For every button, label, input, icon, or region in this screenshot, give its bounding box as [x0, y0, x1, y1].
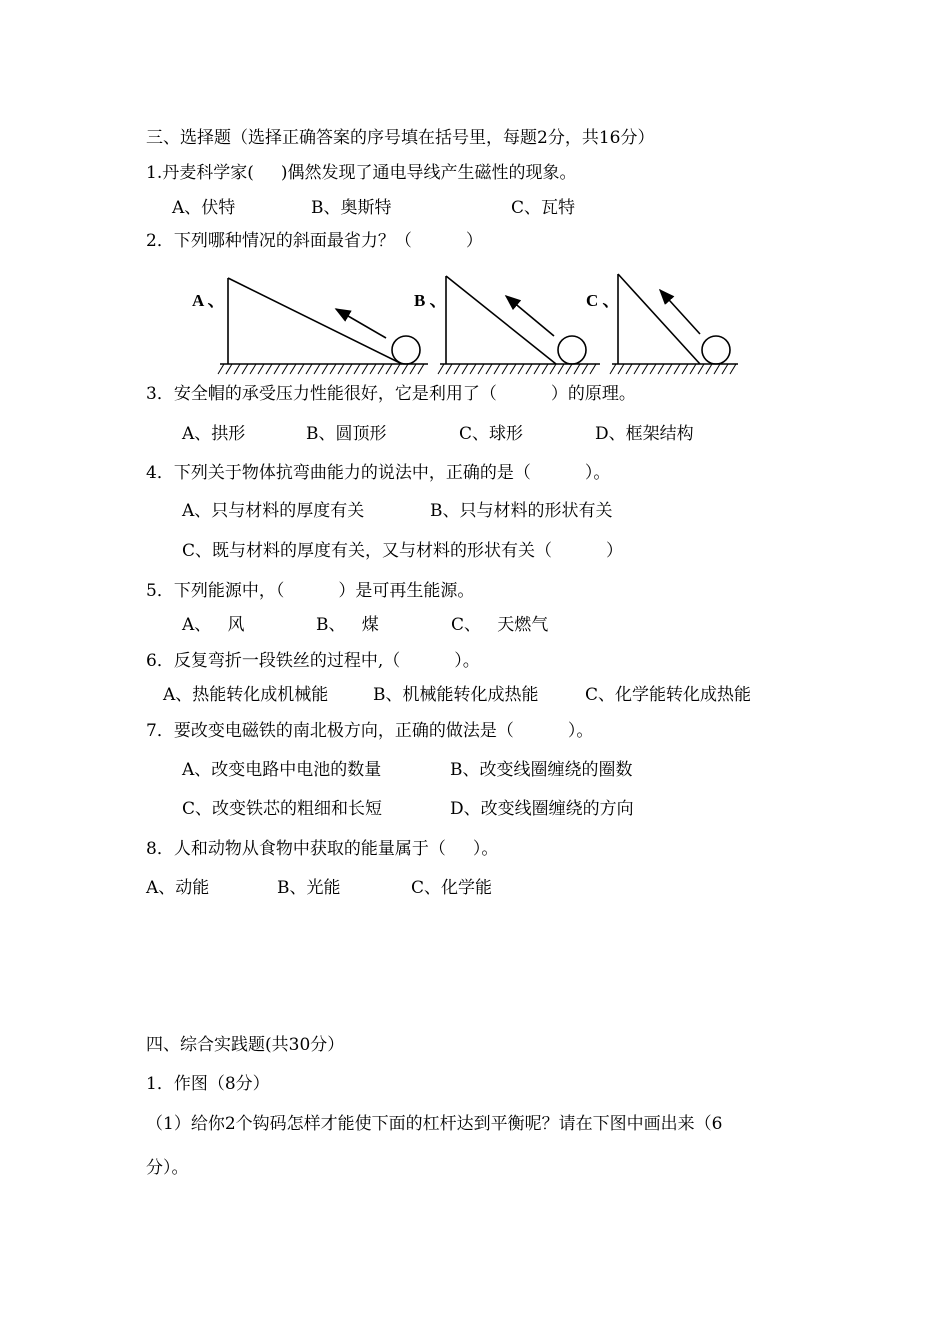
section4-heading: 四、综合实践题(共30分） — [146, 1035, 345, 1055]
q6-option-c: C、化学能转化成热能 — [585, 685, 752, 705]
q5-stem: 5．下列能源中，（ ）是可再生能源。 — [146, 581, 475, 601]
q4-option-b: B、只与材料的形状有关 — [430, 501, 613, 521]
q1-stem: 1.丹麦科学家( )偶然发现了通电导线产生磁性的现象。 — [146, 163, 577, 183]
q6-stem: 6．反复弯折一段铁丝的过程中,（ ）。 — [146, 651, 480, 671]
q8-option-b: B、光能 — [277, 878, 341, 898]
q4-stem: 4．下列关于物体抗弯曲能力的说法中，正确的是（ ）。 — [146, 463, 611, 483]
q5-option-b: B、 煤 — [316, 615, 379, 635]
q2-stem: 2．下列哪种情况的斜面最省力？（ ） — [146, 231, 483, 251]
q2-figure-label-c: C 、 — [586, 291, 620, 310]
q3-option-b: B、圆顶形 — [306, 424, 387, 444]
q6-option-a: A、热能转化成机械能 — [163, 685, 329, 705]
q4-option-c: C、既与材料的厚度有关，又与材料的形状有关（ ） — [182, 541, 624, 561]
q2-figure-label-a: A 、 — [192, 291, 225, 310]
q5-option-a: A、 风 — [182, 615, 245, 635]
s4-q1-title: 1．作图（8分） — [146, 1074, 270, 1094]
q3-option-a: A、拱形 — [182, 424, 246, 444]
s4-q1-1-line2: 分）。 — [146, 1158, 189, 1178]
q1-option-c: C、瓦特 — [511, 198, 576, 218]
q8-stem: 8．人和动物从食物中获取的能量属于（ ）。 — [146, 839, 499, 859]
q6-option-b: B、机械能转化成热能 — [373, 685, 539, 705]
q8-option-a: A、动能 — [146, 878, 210, 898]
q1-option-a: A、伏特 — [172, 198, 236, 218]
incline-b — [438, 276, 600, 374]
incline-c — [610, 274, 738, 374]
q2-figure-label-b: B 、 — [414, 291, 447, 310]
q5-option-c: C、 天燃气 — [451, 615, 549, 635]
s4-q1-1-line1: （1）给你2个钩码怎样才能使下面的杠杆达到平衡呢？请在下图中画出来（6 — [146, 1114, 723, 1134]
q7-option-a: A、改变电路中电池的数量 — [182, 760, 382, 780]
q2-incline-figures — [180, 268, 750, 388]
q1-option-b: B、奥斯特 — [311, 198, 392, 218]
q3-option-d: D、框架结构 — [595, 424, 694, 444]
q7-option-c: C、改变铁芯的粗细和长短 — [182, 799, 383, 819]
q7-stem: 7．要改变电磁铁的南北极方向，正确的做法是（ ）。 — [146, 721, 594, 741]
q3-option-c: C、球形 — [459, 424, 524, 444]
q3-stem: 3．安全帽的承受压力性能很好，它是利用了（ ）的原理。 — [146, 384, 636, 404]
q4-option-a: A、只与材料的厚度有关 — [182, 501, 365, 521]
incline-a — [218, 278, 428, 374]
section3-heading: 三、选择题（选择正确答案的序号填在括号里，每题2分，共16分） — [146, 128, 655, 148]
q7-option-d: D、改变线圈缠绕的方向 — [450, 799, 634, 819]
q7-option-b: B、改变线圈缠绕的圈数 — [450, 760, 633, 780]
q8-option-c: C、化学能 — [411, 878, 493, 898]
